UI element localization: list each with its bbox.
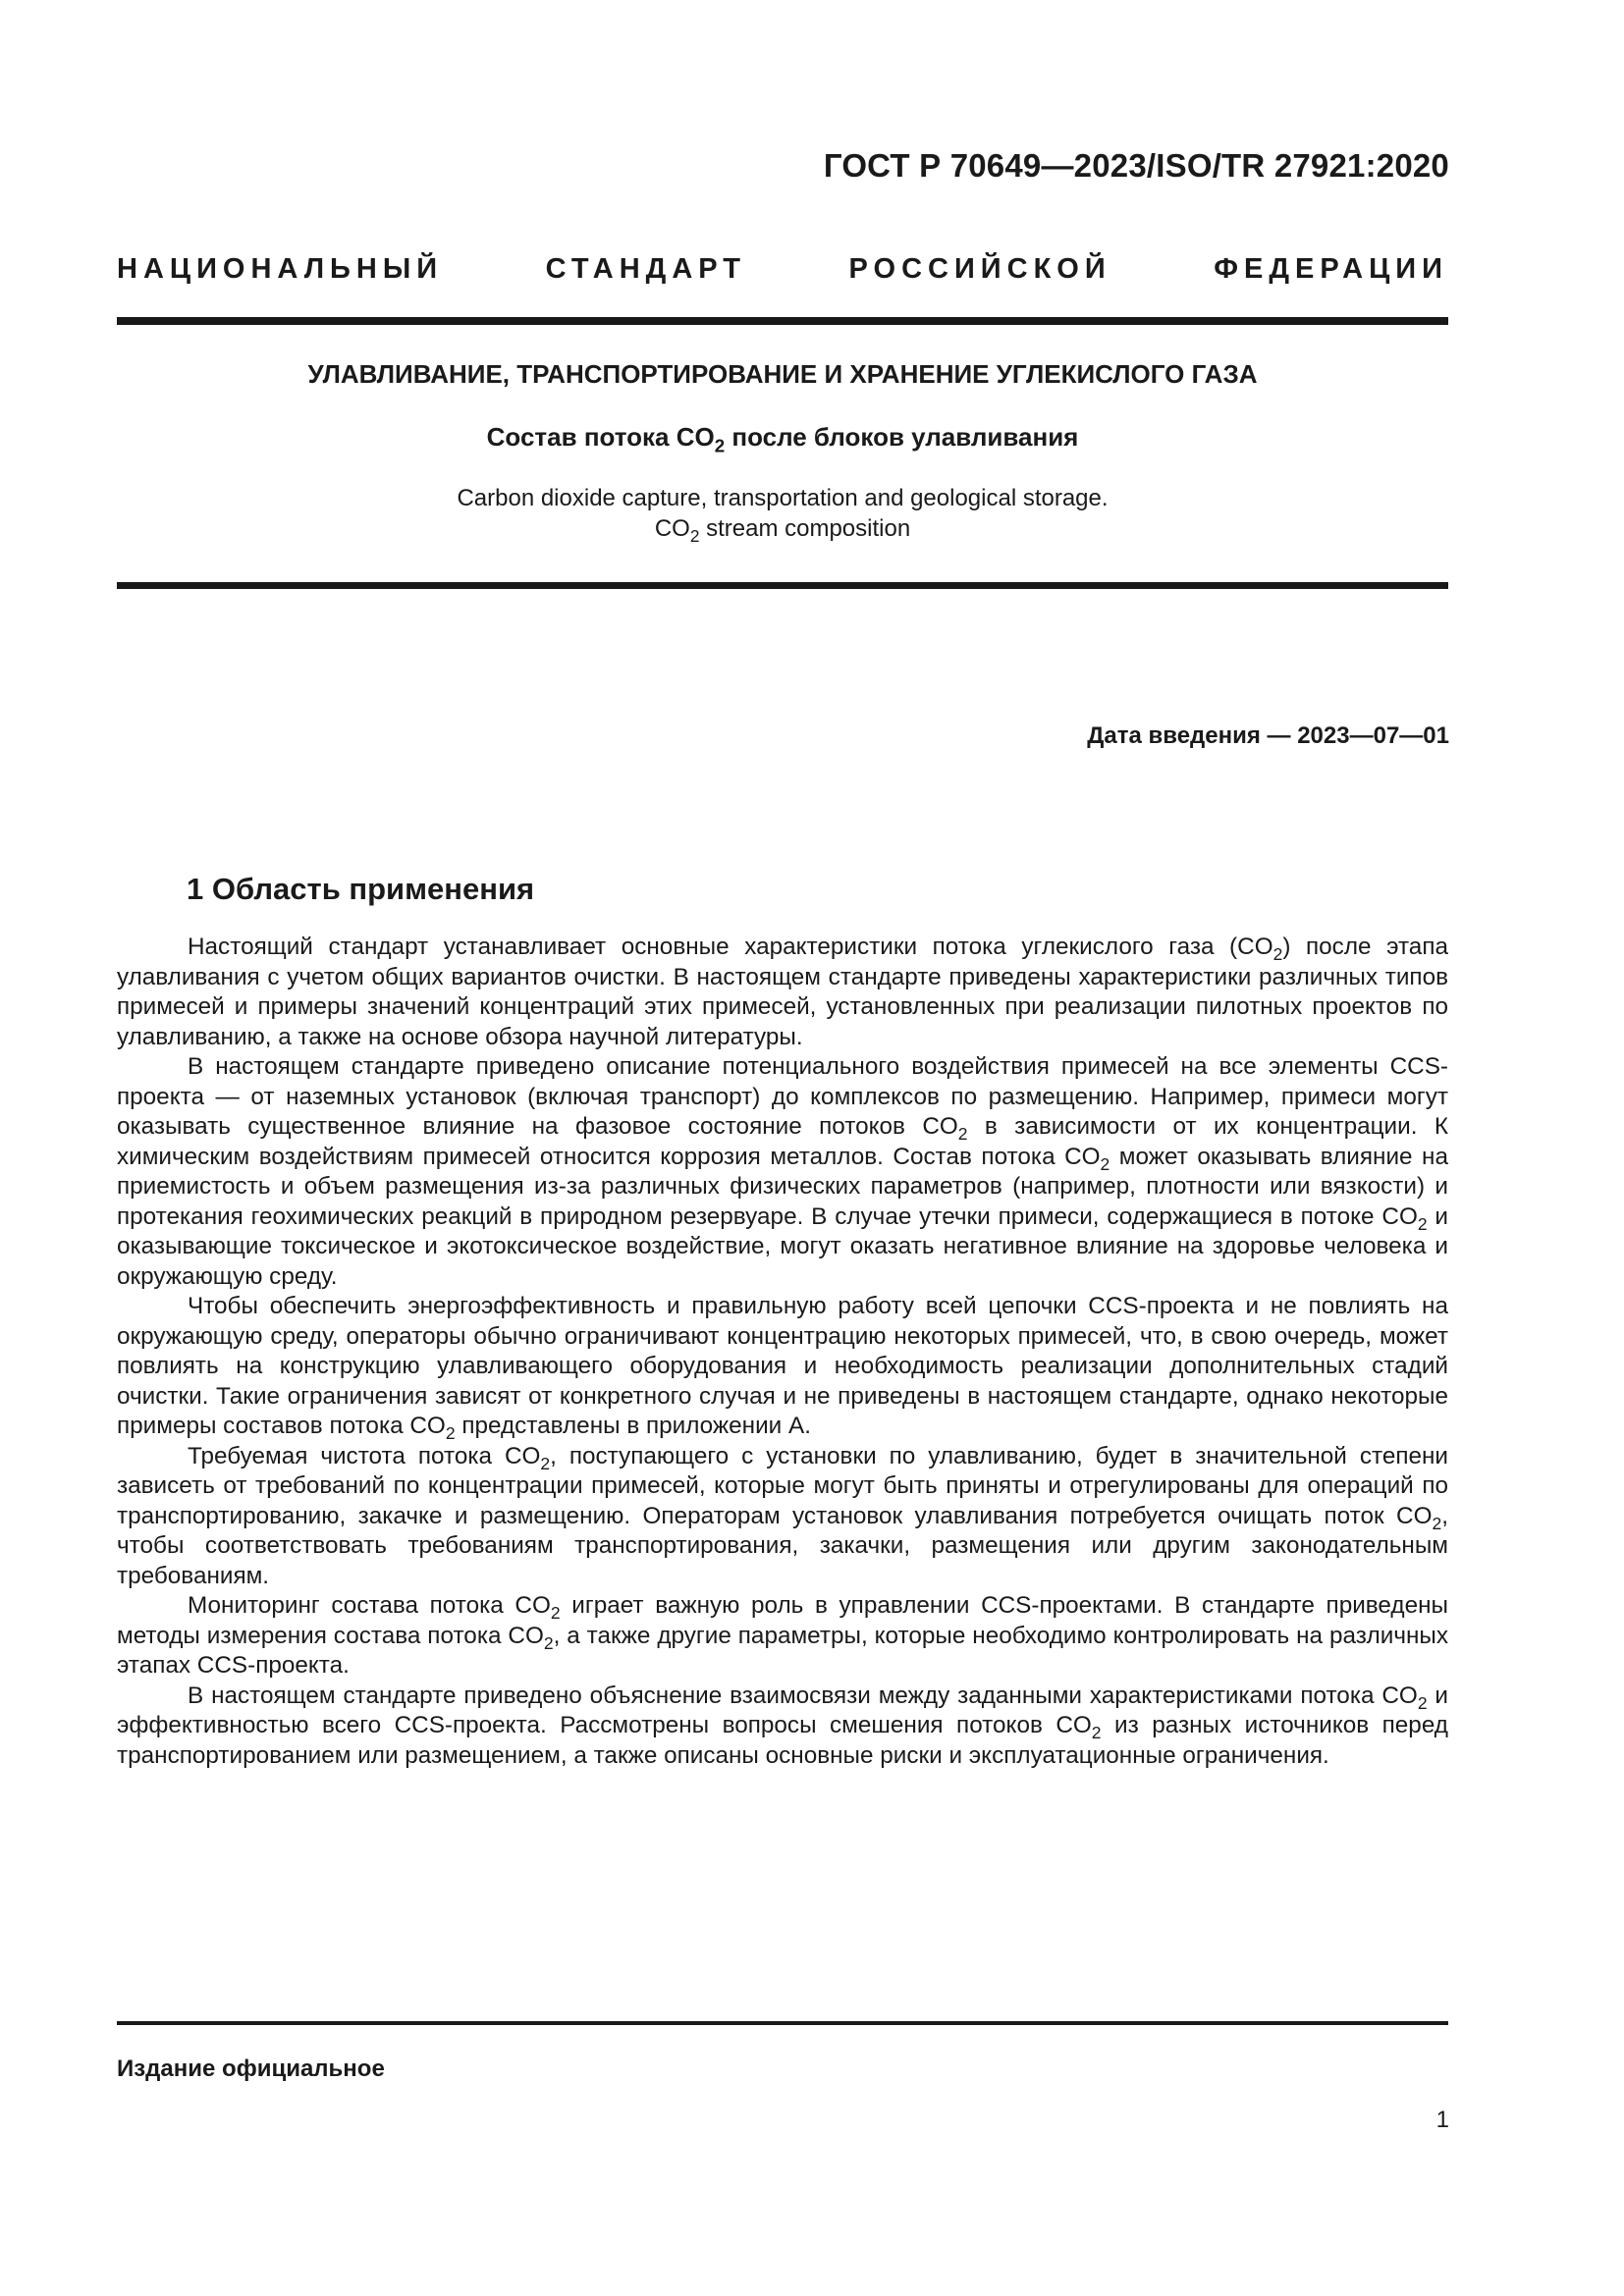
english-title bbox=[117, 483, 1448, 547]
section-heading: 1 Область применения bbox=[187, 872, 535, 906]
document-title: УЛАВЛИВАНИЕ, ТРАНСПОРТИРОВАНИЕ И ХРАНЕНИЕ УГЛЕКИСЛОГО ГАЗА bbox=[307, 359, 1258, 389]
national-standard-title: НАЦИОНАЛЬНЫЙ СТАНДАРТ РОССИЙСКОЙ ФЕДЕРАЦИИ bbox=[117, 253, 1448, 285]
page-number: 1 bbox=[1435, 2107, 1449, 2133]
paragraph-1: Настоящий стандарт устанавливает основные характеристики потока углекислого газа $(CO_2)$ после этапа улавливания с учетом общих вариантов очистки. В настоящем стандарте приведены характеристики различных типов примесей и примеры значений концентраций этих примесей, установленных при реализации пилотных проектов по улавливанию, а также на основе обзора научной литературы. bbox=[117, 934, 1448, 1050]
paragraph-3: Чтобы обеспечить энергоэффективность и правильную работу всей цепочки CCS-проекта и не повлиять на окружающую среду, операторы обычно ограничивают концентрацию некоторых примесей, что, в свою очередь, может повлиять на конструкцию улавливающего оборудования и необходимость реализации дополнительных стадий очистки. Такие ограничения зависят от конкретного случая и не приведены в настоящем стандарте, однако некоторые примеры составов потока $CO_2$ представлены в приложении А. bbox=[117, 1293, 1448, 1444]
paragraph-5: Мониторинг состава потока $CO_2$ играет важную роль в управлении CCS-проектами. В стандарте приведены методы измерения состава потока $CO_2$, а также другие параметры, которые необходимо контролировать на различных этапах CCS-проекта. bbox=[117, 1592, 1449, 1679]
paragraph-2: В настоящем стандарте приведено описание потенциального воздействия примесей на все элементы CCS-проекта — от наземных установок (включая транспорт) до комплексов по размещению. Например, примеси могут оказывать существенное влияние на фазовое состояние потоков $CO_2$ в зависимости от их концентрации. К химическим воздействиям примесей относится коррозия металлов. Состав потока $CO_2$ может оказывать влияние на приемистость и объем размещения из-за различных физических параметров (например, плотности или вязкости) и протекания геохимических реакций в природном резервуаре. В случае утечки примеси, содержащиеся в потоке $CO_2$ и оказывающие токсическое и экотоксическое воздействие, могут оказать негативное влияние на здоровье человека и окружающую среду. bbox=[117, 1053, 1448, 1290]
title-divider bbox=[117, 582, 1448, 589]
gost-number: ГОСТ Р 70649—2023/ISO/TR 27921:2020 bbox=[823, 147, 1449, 184]
footer-divider bbox=[117, 2021, 1448, 2025]
paragraph-6: В настоящем стандарте приведено объяснение взаимосвязи между заданными характеристиками потока $CO_2$ и эффективностью всего CCS-проекта. Рассмотрены вопросы смешения потоков $CO_2$ из разных источников перед транспортированием или размещением, а также описаны основные риски и эксплуатационные ограничения. bbox=[117, 1682, 1449, 1769]
document-subtitle: Состав потока $CO_2$ после блоков улавливания bbox=[486, 422, 1079, 456]
english-title-line2: $CO_2$ stream composition bbox=[654, 515, 911, 547]
edition-label: Издание официальное bbox=[117, 2056, 385, 2082]
introduction-date: Дата введения — 2023—07—01 bbox=[1087, 722, 1449, 749]
paragraph-4: Требуемая чистота потока $CO_2$, поступающего с установки по улавливанию, будет в значительной степени зависеть от требований по концентрации примесей, которые могут быть приняты и отрегулированы для операций по транспортированию, закачке и размещению. Операторам установок улавливания потребуется очищать поток $CO_2$, чтобы соответствовать требованиям транспортирования, закачки, размещения или другим законодательным требованиям. bbox=[117, 1442, 1448, 1589]
top-divider bbox=[117, 317, 1448, 325]
section-body bbox=[117, 933, 1448, 1771]
english-title-line1: Carbon dioxide capture, transportation and geological storage. bbox=[457, 485, 1109, 511]
